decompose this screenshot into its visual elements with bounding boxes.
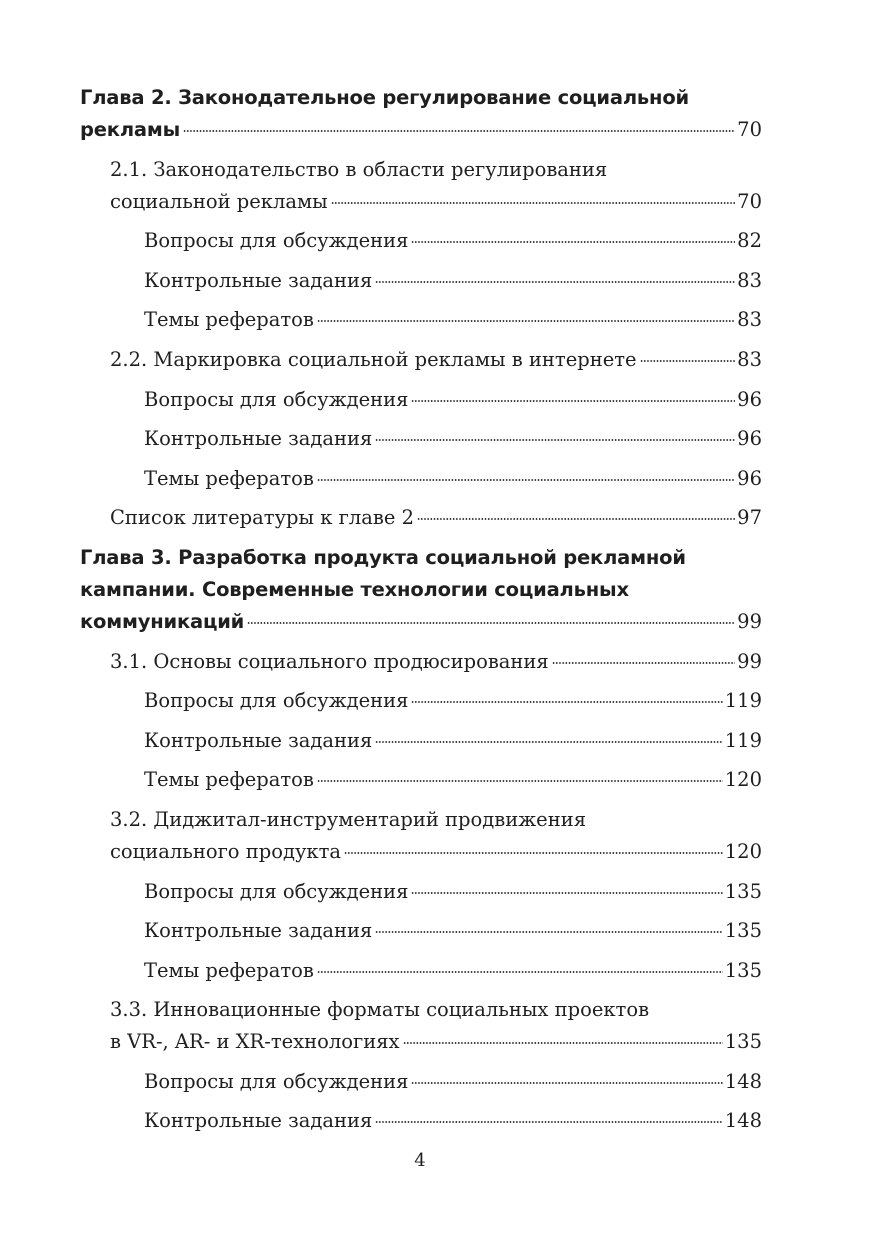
toc-entry-title: 2.2. Маркировка социальной рекламы в интернете [110,347,637,371]
toc-entry-title: Вопросы для обсуждения [144,1069,409,1093]
dot-leader [317,780,723,782]
toc-entry-page: 135 [724,879,762,903]
toc-entry-page: 120 [724,768,762,792]
toc-entry-subsection [80,225,762,257]
dot-leader [403,1042,723,1044]
toc-entry-title-line: Глава 2. Законодательное регулирование социальной [80,86,689,109]
toc-entry-page: 83 [737,347,762,371]
toc-entry-page: 70 [737,118,762,141]
toc-entry-title: Список литературы к главе 2 [110,506,414,530]
toc-entry-title: в VR-, AR- и XR-технологиях [110,1030,400,1054]
dot-leader [317,971,723,973]
toc-entry-title-line: 3.3. Инновационные форматы социальных проектов [110,998,650,1022]
toc-entry-title: 3.1. Основы социального продюсирования [110,649,549,673]
toc-entry-title: Контрольные задания [144,268,373,292]
dot-leader [640,360,736,362]
toc-entry-page: 83 [737,308,762,332]
toc-entry-title: коммуникаций [80,609,245,633]
toc-entry-page: 148 [724,1109,762,1133]
toc-entry-page: 119 [724,689,762,713]
toc-entry-title: Вопросы для обсуждения [144,229,409,253]
page-number: 4 [414,1150,426,1171]
toc-entry-section-2-1 [80,154,762,218]
toc-entry-title: социальной рекламы [110,189,328,213]
toc-entry-title-line: Глава 3. Разработка продукта социальной рекламной [80,545,686,569]
toc-entry-title: Контрольные задания [144,427,373,451]
toc-entry-chapter-3 [80,542,762,638]
toc-entry-subsection [80,1066,762,1098]
toc-entry-subsection [80,463,762,495]
dot-leader [344,852,723,854]
toc-entry-page: 96 [737,387,762,411]
toc-entry-subsection [80,725,762,757]
dot-leader [411,400,735,402]
toc-entry-page: 99 [737,649,762,673]
toc-entry-page: 70 [737,189,762,213]
toc-entry-page: 82 [737,229,762,253]
toc-entry-page: 96 [737,466,762,490]
dot-leader [375,741,722,743]
toc-entry-page: 120 [724,839,762,863]
toc-entry-subsection [80,764,762,796]
dot-leader [317,479,735,481]
toc-entry-page: 119 [724,728,762,752]
toc-entry-title: Темы рефератов [144,768,314,792]
toc-entry-page: 99 [737,609,762,633]
toc-entry-title: рекламы [80,118,181,141]
toc-entry-page: 96 [737,427,762,451]
dot-leader [375,439,735,441]
toc-entry-subsection [80,304,762,336]
dot-leader [331,202,736,204]
toc-entry-subsection [80,915,762,947]
toc-entry-subsection [80,955,762,987]
toc-entry-title: Вопросы для обсуждения [144,879,409,903]
dot-leader [552,662,735,664]
toc-entry-subsection [80,423,762,455]
toc-entry-subsection [80,685,762,717]
toc-entry-section-3-1 [80,646,762,678]
toc-entry-subsection [80,265,762,297]
toc-entry-page: 135 [724,919,762,943]
toc-entry-title: Вопросы для обсуждения [144,689,409,713]
toc-entry-title: Контрольные задания [144,728,373,752]
toc-entry-title: Темы рефератов [144,308,314,332]
dot-leader [317,320,735,322]
dot-leader [411,701,722,703]
toc-entry-title-line: кампании. Современные технологии социальных [80,577,629,601]
dot-leader [247,622,735,624]
toc-entry-title: Темы рефератов [144,466,314,490]
dot-leader [411,1082,722,1084]
toc-entry-title-line: 2.1. Законодательство в области регулирования [110,157,608,181]
toc-entry-title: Темы рефератов [144,958,314,982]
toc-entry-title: Контрольные задания [144,1109,373,1133]
toc-entry-chapter-2 [80,82,762,146]
dot-leader [183,130,735,132]
toc-entry-subsection [80,876,762,908]
table-of-contents [80,82,762,1145]
dot-leader [375,281,735,283]
dot-leader [375,931,722,933]
toc-entry-title: Контрольные задания [144,919,373,943]
toc-entry-page: 135 [724,958,762,982]
toc-entry-subsection [80,384,762,416]
toc-entry-subsection [80,1105,762,1137]
toc-entry-section-3-2 [80,804,762,868]
toc-entry-page: 83 [737,268,762,292]
toc-entry-references-2 [80,502,762,534]
toc-entry-page: 97 [737,506,762,530]
dot-leader [411,241,735,243]
toc-entry-title-line: 3.2. Диджитал-инструментарий продвижения [110,807,587,831]
toc-entry-page: 135 [724,1030,762,1054]
toc-entry-section-3-3 [80,994,762,1058]
dot-leader [375,1121,722,1123]
toc-entry-page: 148 [724,1069,762,1093]
dot-leader [411,892,722,894]
toc-entry-title: социального продукта [110,839,342,863]
toc-entry-section-2-2 [80,344,762,376]
toc-entry-title: Вопросы для обсуждения [144,387,409,411]
dot-leader [417,518,735,520]
